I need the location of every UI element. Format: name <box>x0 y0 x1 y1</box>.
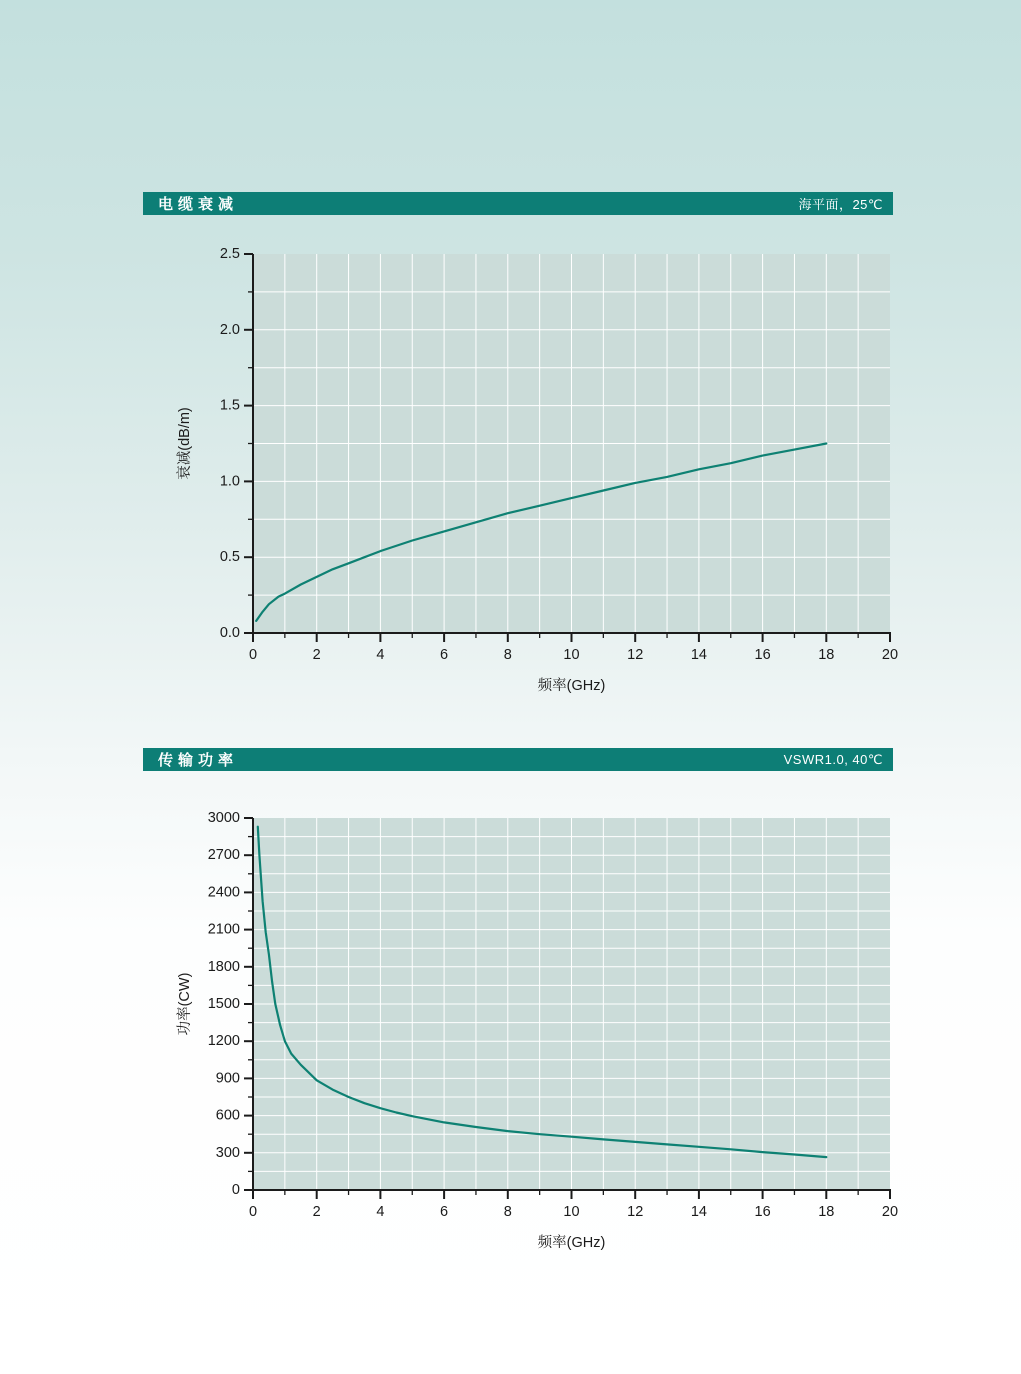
svg-text:18: 18 <box>818 647 835 663</box>
svg-text:1500: 1500 <box>207 996 240 1012</box>
svg-text:16: 16 <box>754 647 771 663</box>
y-axis-label: 衰减(dB/m) <box>177 407 193 480</box>
y-axis-label: 功率(CW) <box>177 972 193 1036</box>
svg-text:300: 300 <box>215 1144 240 1161</box>
svg-text:20: 20 <box>881 647 899 663</box>
svg-text:8: 8 <box>503 1204 512 1220</box>
svg-text:0.5: 0.5 <box>219 549 240 566</box>
svg-text:1800: 1800 <box>207 958 240 975</box>
svg-text:2100: 2100 <box>207 921 240 938</box>
svg-text:6: 6 <box>440 647 449 663</box>
svg-text:1.0: 1.0 <box>219 473 240 490</box>
svg-text:600: 600 <box>215 1107 240 1124</box>
attenuation-condition-label: 海平面，25℃ <box>798 197 883 212</box>
svg-text:16: 16 <box>754 1204 771 1220</box>
svg-text:18: 18 <box>818 1204 835 1220</box>
svg-text:10: 10 <box>563 1204 580 1220</box>
svg-text:20: 20 <box>881 1204 899 1220</box>
svg-text:3000: 3000 <box>207 810 240 826</box>
power-condition-label: VSWR1.0, 40℃ <box>783 751 883 767</box>
svg-text:0: 0 <box>231 1182 240 1198</box>
svg-text:0: 0 <box>248 647 258 663</box>
svg-text:2: 2 <box>312 1204 321 1220</box>
attenuation-chart <box>176 246 898 694</box>
svg-text:4: 4 <box>376 647 385 663</box>
svg-text:2.0: 2.0 <box>219 321 240 338</box>
svg-text:10: 10 <box>563 647 580 663</box>
svg-text:12: 12 <box>627 1204 644 1220</box>
svg-text:2400: 2400 <box>207 884 240 901</box>
svg-text:0: 0 <box>248 1204 258 1220</box>
svg-text:0.0: 0.0 <box>219 625 240 641</box>
svg-text:900: 900 <box>215 1070 240 1087</box>
svg-text:6: 6 <box>440 1204 449 1220</box>
svg-text:4: 4 <box>376 1204 385 1220</box>
x-axis-label: 频率(GHz) <box>537 678 606 694</box>
svg-text:2.5: 2.5 <box>219 246 240 262</box>
svg-text:14: 14 <box>690 1204 707 1220</box>
svg-text:2: 2 <box>312 647 321 663</box>
svg-text:2700: 2700 <box>207 847 240 864</box>
svg-text:14: 14 <box>690 647 707 663</box>
svg-text:8: 8 <box>503 647 512 663</box>
power-chart <box>176 810 898 1251</box>
svg-text:1200: 1200 <box>207 1033 240 1050</box>
svg-text:12: 12 <box>627 647 644 663</box>
x-axis-label: 频率(GHz) <box>537 1235 606 1251</box>
power-section-title: 传输功率 <box>158 752 239 769</box>
svg-text:1.5: 1.5 <box>219 397 240 414</box>
attenuation-section-title: 电缆衰减 <box>158 196 239 213</box>
